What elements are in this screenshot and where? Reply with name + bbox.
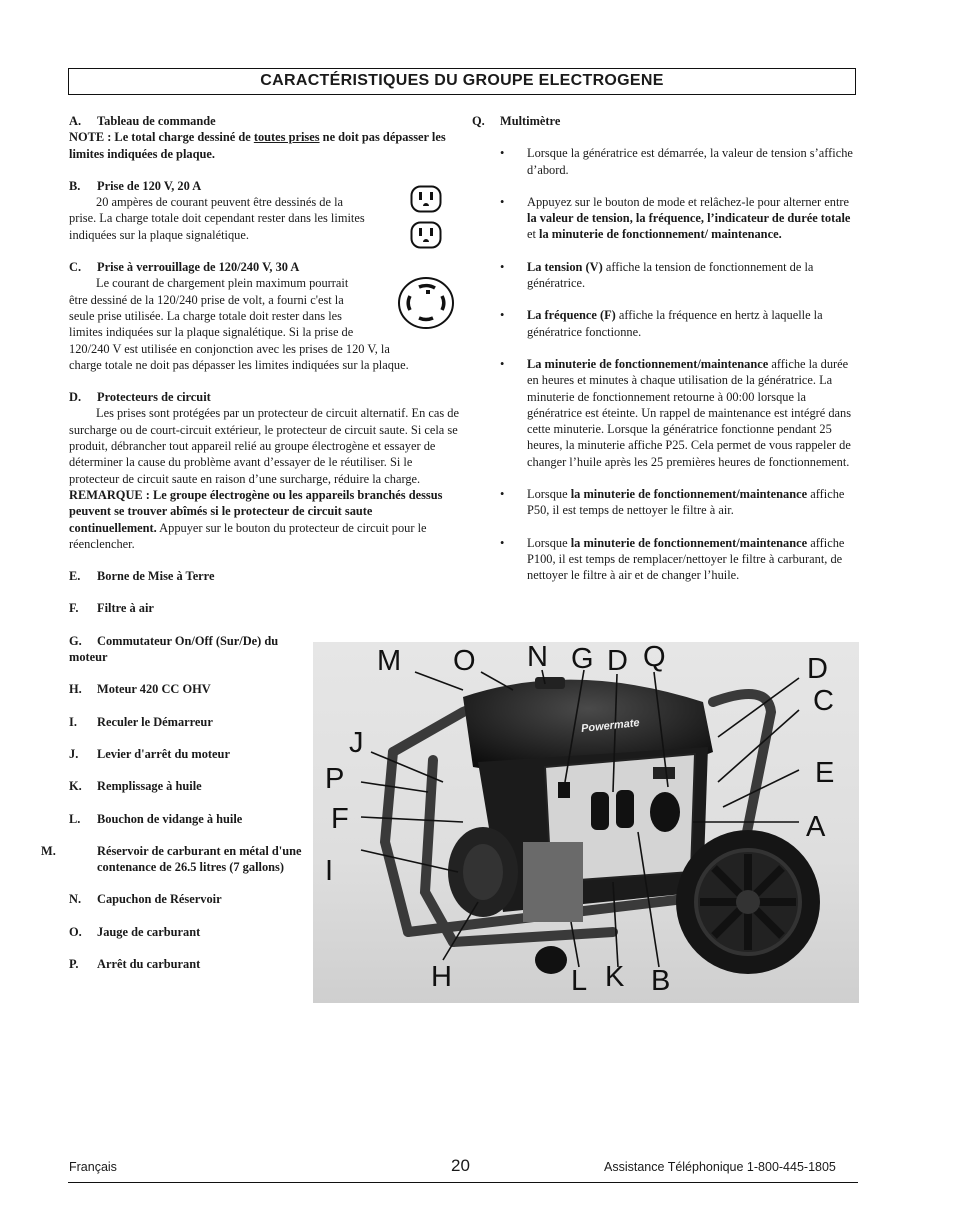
callout-h: H bbox=[431, 961, 452, 993]
section-b-line1: 20 ampères de courant peuvent être dessinés de la bbox=[96, 195, 344, 210]
multimeter-bullet-1: • Lorsque la génératrice est démarrée, la valeur de tension s’affiche d’abord. bbox=[500, 146, 853, 177]
section-c-line4: limites indiquées sur la plaque signalétique. Si la prise de bbox=[69, 325, 354, 340]
multimeter-bullet-3: • La tension (V) affiche la tension de fonctionnement de la génératrice. bbox=[500, 259, 814, 291]
right-column bbox=[472, 113, 860, 584]
section-c-line2: être dessiné de la 120/240 prise de volt, a fourni c'est la bbox=[69, 292, 344, 307]
multimeter-bullet-5: • La minuterie de fonctionnement/maintenance affiche la durée en heures et minutes à chaque utilisation de la génératrice. La minuterie de fonctionnement retourne à 00:00 lorsque la génératrice est éteinte. Un rappel de maintenance est intégré dans cette minuterie. Lorsque la génératrice fonctionne pendant 25 heures, la minuterie affiche P25. Cela permet de vous rappeler de changer l’huile après les 25 premières heures de fonctionnement. bbox=[500, 356, 852, 469]
callout-o: O bbox=[453, 645, 476, 677]
callout-a: A bbox=[806, 811, 826, 843]
section-j-heading: J. Levier d'arrêt du moteur bbox=[69, 746, 230, 761]
section-a-heading: A. Tableau de commande bbox=[69, 114, 216, 128]
section-n-heading: N. Capuchon de Réservoir bbox=[69, 892, 222, 907]
section-q-heading: Q. Multimètre bbox=[472, 114, 561, 128]
callout-g: G bbox=[571, 643, 594, 675]
section-h-heading: H. Moteur 420 CC OHV bbox=[69, 682, 211, 697]
callout-q: Q bbox=[643, 641, 666, 673]
section-c-line5: 120/240 V est utilisée en conjonction avec les prises de 120 V, la bbox=[69, 341, 390, 356]
outlet-120v-icon-1 bbox=[410, 185, 442, 213]
callout-d-right: D bbox=[807, 653, 828, 685]
section-b-heading: B. Prise de 120 V, 20 A bbox=[69, 178, 202, 193]
callout-f: F bbox=[331, 803, 349, 835]
section-m-heading: M. Réservoir de carburant en métal d'une contenance de 26.5 litres (7 gallons) bbox=[41, 843, 302, 875]
section-i-heading: I. Reculer le Démarreur bbox=[69, 714, 213, 729]
section-c-line3: seule prise utilisée. La charge totale doit rester dans les bbox=[69, 308, 342, 323]
callout-n: N bbox=[527, 641, 548, 673]
section-a-note: NOTE : Le total charge dessiné de toutes prises ne doit pas dépasser les limites indiquées de plaque. bbox=[69, 130, 446, 161]
multimeter-bullet-2: • Appuyez sur le bouton de mode et relâchez-le pour alterner entre la valeur de tension, la fréquence, l’indicateur de durée totale et la minuterie de fonctionnement/ maintenance. bbox=[500, 194, 851, 242]
brand-label: Powermate bbox=[580, 716, 641, 736]
section-b-line3: indiquées sur la plaque signalétique. bbox=[69, 227, 249, 242]
callout-p: P bbox=[325, 763, 345, 795]
footer-divider bbox=[68, 1182, 858, 1183]
callout-e: E bbox=[815, 757, 835, 789]
multimeter-bullet-4: • La fréquence (F) affiche la fréquence en hertz à laquelle la génératrice fonctionne. bbox=[500, 308, 823, 339]
callout-l: L bbox=[571, 965, 588, 997]
section-g-heading: G. Commutateur On/Off (Sur/De) du moteur bbox=[69, 633, 279, 665]
callout-b: B bbox=[651, 965, 671, 997]
section-c-heading: C. Prise à verrouillage de 120/240 V, 30 A bbox=[69, 260, 300, 275]
section-b-line2: prise. La charge totale doit cependant rester dans les limites bbox=[69, 211, 365, 226]
callout-c: C bbox=[813, 685, 834, 717]
multimeter-bullet-6: • Lorsque la minuterie de fonctionnement/maintenance affiche P50, il est temps de nettoyer le filtre à air. bbox=[500, 487, 845, 518]
callout-k: K bbox=[605, 961, 625, 993]
multimeter-bullet-7: • Lorsque la minuterie de fonctionnement/maintenance affiche P100, il est temps de remplacer/nettoyer le filtre à carburant, de nettoyer le filtre à air et de changer l’huile. bbox=[500, 535, 845, 583]
callout-m: M bbox=[377, 645, 402, 677]
section-l-heading: L. Bouchon de vidange à huile bbox=[69, 811, 243, 826]
twist-lock-outlet-icon bbox=[397, 276, 455, 330]
section-p-heading: P. Arrêt du carburant bbox=[69, 956, 201, 971]
generator-photo bbox=[313, 642, 859, 1003]
section-k-heading: K. Remplissage à huile bbox=[69, 779, 202, 794]
footer-support: Assistance Téléphonique 1-800-445-1805 bbox=[604, 1160, 836, 1174]
section-f-heading: F. Filtre à air bbox=[69, 601, 154, 616]
section-title-box bbox=[68, 68, 856, 95]
section-d-heading: D. Protecteurs de circuit bbox=[69, 390, 211, 405]
outlet-120v-icon-2 bbox=[410, 221, 442, 249]
callout-d-top: D bbox=[607, 645, 628, 677]
page-title: CARACTÉRISTIQUES DU GROUPE ELECTROGENE bbox=[260, 72, 664, 89]
section-d-body: Les prises sont protégées par un protecteur de circuit alternatif. En cas de surcharge ou de court-circuit extérieur, le protecteur de circuit saute. Si cela se produit, débrancher tout appareil relié au groupe électrogène et essayer de déterminer la cause du problème avant d’essayer de le réutiliser. Si le protecteur de circuit saute en raison d’une surcharge, réduire la charge. REMARQUE : Le groupe électrogène ou les appareils branchés dessus peuvent se trouver abîmés si le protecteur de circuit saute continuellement. Appuyer sur le bouton du protecteur de circuit pour le réenclencher. bbox=[69, 406, 459, 551]
section-c-line6: charge totale ne doit pas dépasser les limites indiquées sur la plaque. bbox=[69, 357, 409, 372]
footer-language: Français bbox=[69, 1160, 117, 1174]
section-e-heading: E. Borne de Mise à Terre bbox=[69, 569, 215, 584]
callout-i: I bbox=[325, 855, 334, 887]
callout-j: J bbox=[349, 727, 364, 759]
section-c-line1: Le courant de chargement plein maximum pourrait bbox=[96, 276, 349, 291]
section-o-heading: O. Jauge de carburant bbox=[69, 924, 201, 939]
page-number: 20 bbox=[451, 1156, 470, 1175]
